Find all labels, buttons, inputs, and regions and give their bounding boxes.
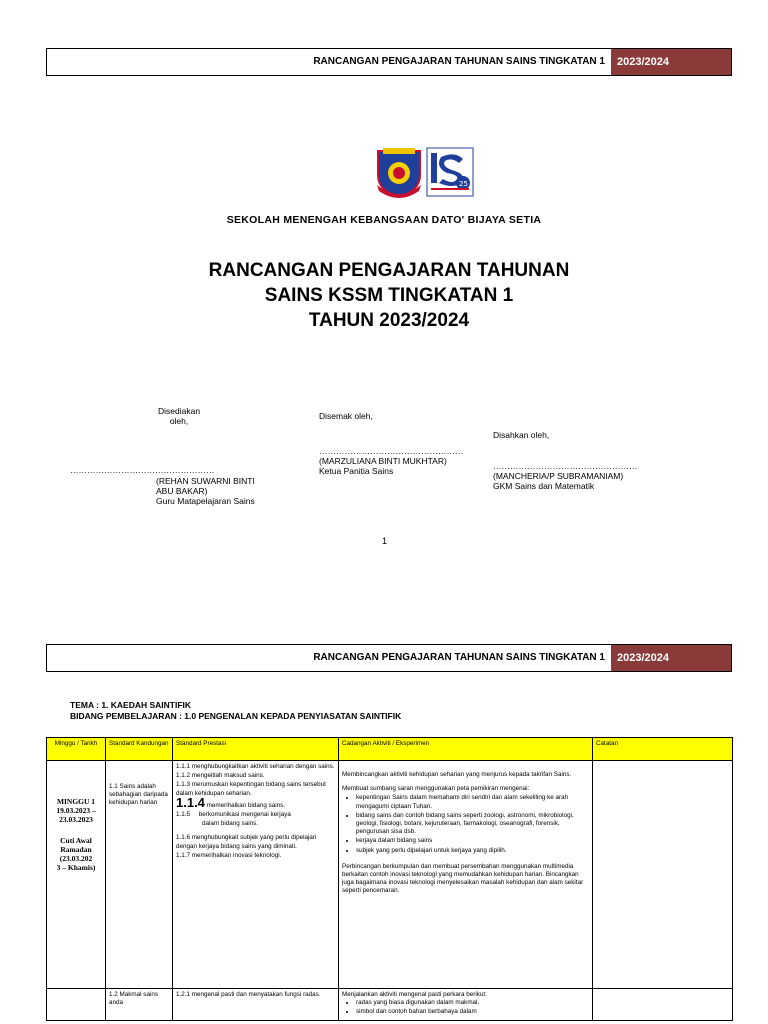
title-line-1: RANCANGAN PENGAJARAN TAHUNAN [208,260,570,281]
list-item: • simbol dan contoh bahan berbahaya dalam [356,1008,589,1016]
prepared-name-line2: ABU BAKAR) [156,486,208,496]
prepared-signature [70,465,215,475]
list-item: • subjek yang perlu dipelajari untuk kerjaya yang dipilih. [356,847,589,855]
suggested-activity-cell [339,989,593,1021]
reviewed-block [319,411,464,476]
content-standard-cell [106,761,173,989]
title-line-3: TAHUN 2023/2024 [308,310,470,331]
prepared-label-line1: Disediakan [158,406,201,416]
list-item: • radas yang biasa digunakan dalam makmal. [356,999,589,1007]
school-logos [375,145,480,200]
page-header-2 [46,644,732,672]
reviewed-name: (MARZULIANA BINTI MUKHTAR) [319,456,447,466]
approved-role: GKM Sains dan Matematik [493,481,595,491]
list-item: • kepentingan Sains dalam memahami diri sendiri dan alam sekeliling ke arah mengagumi ciptaan Tuhan. [356,794,589,810]
page-header [46,48,732,76]
col-content-standard: Standard Kandungan [106,738,173,761]
sp-item [176,794,335,810]
prepared-dots: …………………………………………… [70,465,215,475]
content-standard-text: 1.2 Makmal sains anda [109,991,158,1007]
sp-item: 1.1.6 menghubungkait subjek yang perlu dipelajari dengan kerjaya bidang sains yang diminati. [176,834,317,850]
table-row [47,989,733,1021]
performance-standard-cell [173,989,339,1021]
activity-paragraph: Menjalankan aktiviti mengenal pasti perkara berikut: [342,991,487,998]
sp-item: 1.1.1 menghubungkaitkan aktiviti seharian dengan sains. [176,763,335,770]
holiday-line-3: (23.03.202 [59,854,93,863]
holiday-line-1: Cuti Awal [60,836,92,845]
week-number: MINGGU 1 [56,797,96,806]
prepared-label-line2: oleh, [169,416,189,426]
approved-dots: …………………………………………… [493,461,638,471]
sp-item [176,811,335,819]
sp-item: 1.1.2 mengeitlah maksud sains. [176,772,265,780]
col-performance-standard: Standard Prestasi [173,738,339,761]
sp-item: dalam bidang sains. [202,820,259,828]
learning-area: BIDANG PEMBELAJARAN : 1.0 PENGENALAN KEPADA PENYIASATAN SAINTIFIK [70,711,402,721]
header-title: RANCANGAN PENGAJARAN TAHUNAN SAINS TINGKATAN 1 [313,56,605,67]
holiday-line-2: Ramadan [60,845,92,854]
lesson-plan-table [46,737,733,1021]
week-date-end: 23.03.2023 [59,815,93,824]
approved-block [493,430,638,491]
sp-item: 1.2.1 mengenal pasti dan menyatakan fungsi radas. [176,991,321,998]
activity-paragraph: Membuat sumbang saran menggunakan peta pemikiran mengenai: [342,785,530,793]
col-week: Minggu / Tarikh [47,738,106,761]
prepared-name-line1: (REHAN SUWARNI BINTI [156,476,255,486]
sp-item-text: berkomunikasi mengenai kerjaya [198,811,291,819]
header-year: 2023/2024 [611,49,731,75]
title-line-2: SAINS KSSM TINGKATAN 1 [264,285,514,306]
week-cell [47,989,106,1021]
activity-list [342,999,589,1016]
list-item: • bidang sains dan contoh bidang sains seperti zoologi, astronomi, mikrobiologi, geologi, fisiologi, botani, kejuruteraan, farmakologi, oseanografi, forensik, pengurusan sisa dsb. [356,812,589,837]
notes-cell [593,761,733,989]
school-name: SEKOLAH MENENGAH KEBANGSAAN DATO' BIJAYA SETIA [226,214,542,226]
page-number: 1 [382,536,388,546]
performance-standard-cell [173,761,339,989]
reviewed-role: Ketua Panitia Sains [319,466,394,476]
school-crest-logo [375,145,480,200]
week-cell [47,761,106,989]
suggested-activity-cell [339,761,593,989]
sp-item: 1.1.7 memerihalkan inovasi teknologi. [176,851,282,859]
list-item: • kerjaya dalam bidang sains [356,837,589,845]
header-title-2: RANCANGAN PENGAJARAN TAHUNAN SAINS TINGKATAN 1 [313,652,605,663]
table-header-row [47,738,733,761]
prepared-label [158,406,200,426]
activity-paragraph: Perbincangan berkumpulan dan membuat persembahan menggunakan multimedia berkaitan contoh inovasi teknologi yang memudahkan kehidupan harian. Bincangkan juga bagaimana inovasi teknologi menyelesaikan masalah kehidupan dan alam sekitar seperti pencemaran. [342,862,584,895]
holiday-line-4: 3 – Khamis) [56,863,96,872]
content-standard-text: 1.1 Sains adalah sebahagian daripada kehidupan harian [109,783,168,807]
prepared-name [156,476,255,506]
week-date-start: 19.03.2023 – [56,806,96,815]
col-suggested-activity: Cadangan Aktiviti / Eksperimen [339,738,593,761]
approved-label: Disahkan oleh, [493,430,550,440]
sp-item-number: 1.1.4 [176,794,205,810]
theme-block [70,700,401,722]
prepared-role: Guru Matapelajaran Sains [156,496,255,506]
reviewed-dots: …………………………………………… [319,446,464,456]
theme-title: TEMA : 1. KAEDAH SAINTIFIK [70,700,192,710]
content-standard-cell [106,989,173,1021]
header-year-2: 2023/2024 [611,645,731,671]
document-title [0,258,768,333]
table-row [47,761,733,989]
approved-name: (MANCHERIA/P SUBRAMANIAM) [493,471,624,481]
reviewed-label: Disemak oleh, [319,411,373,421]
col-notes: Catatan [593,738,733,761]
svg-text:25: 25 [459,180,468,188]
sp-item: 1.1.3 merumuskan kepentingan bidang sains tersebut dalam kehidupan seharian. [176,781,326,797]
sp-item-text: memerihalkan bidang sains. [206,801,286,809]
activity-paragraph: Membincangkan aktiviti kehidupan seharian yang menjurus kepada takrifan Sains. [342,771,572,778]
notes-cell [593,989,733,1021]
sp-item-number: 1.1.5 [176,811,191,819]
activity-list [342,794,589,854]
